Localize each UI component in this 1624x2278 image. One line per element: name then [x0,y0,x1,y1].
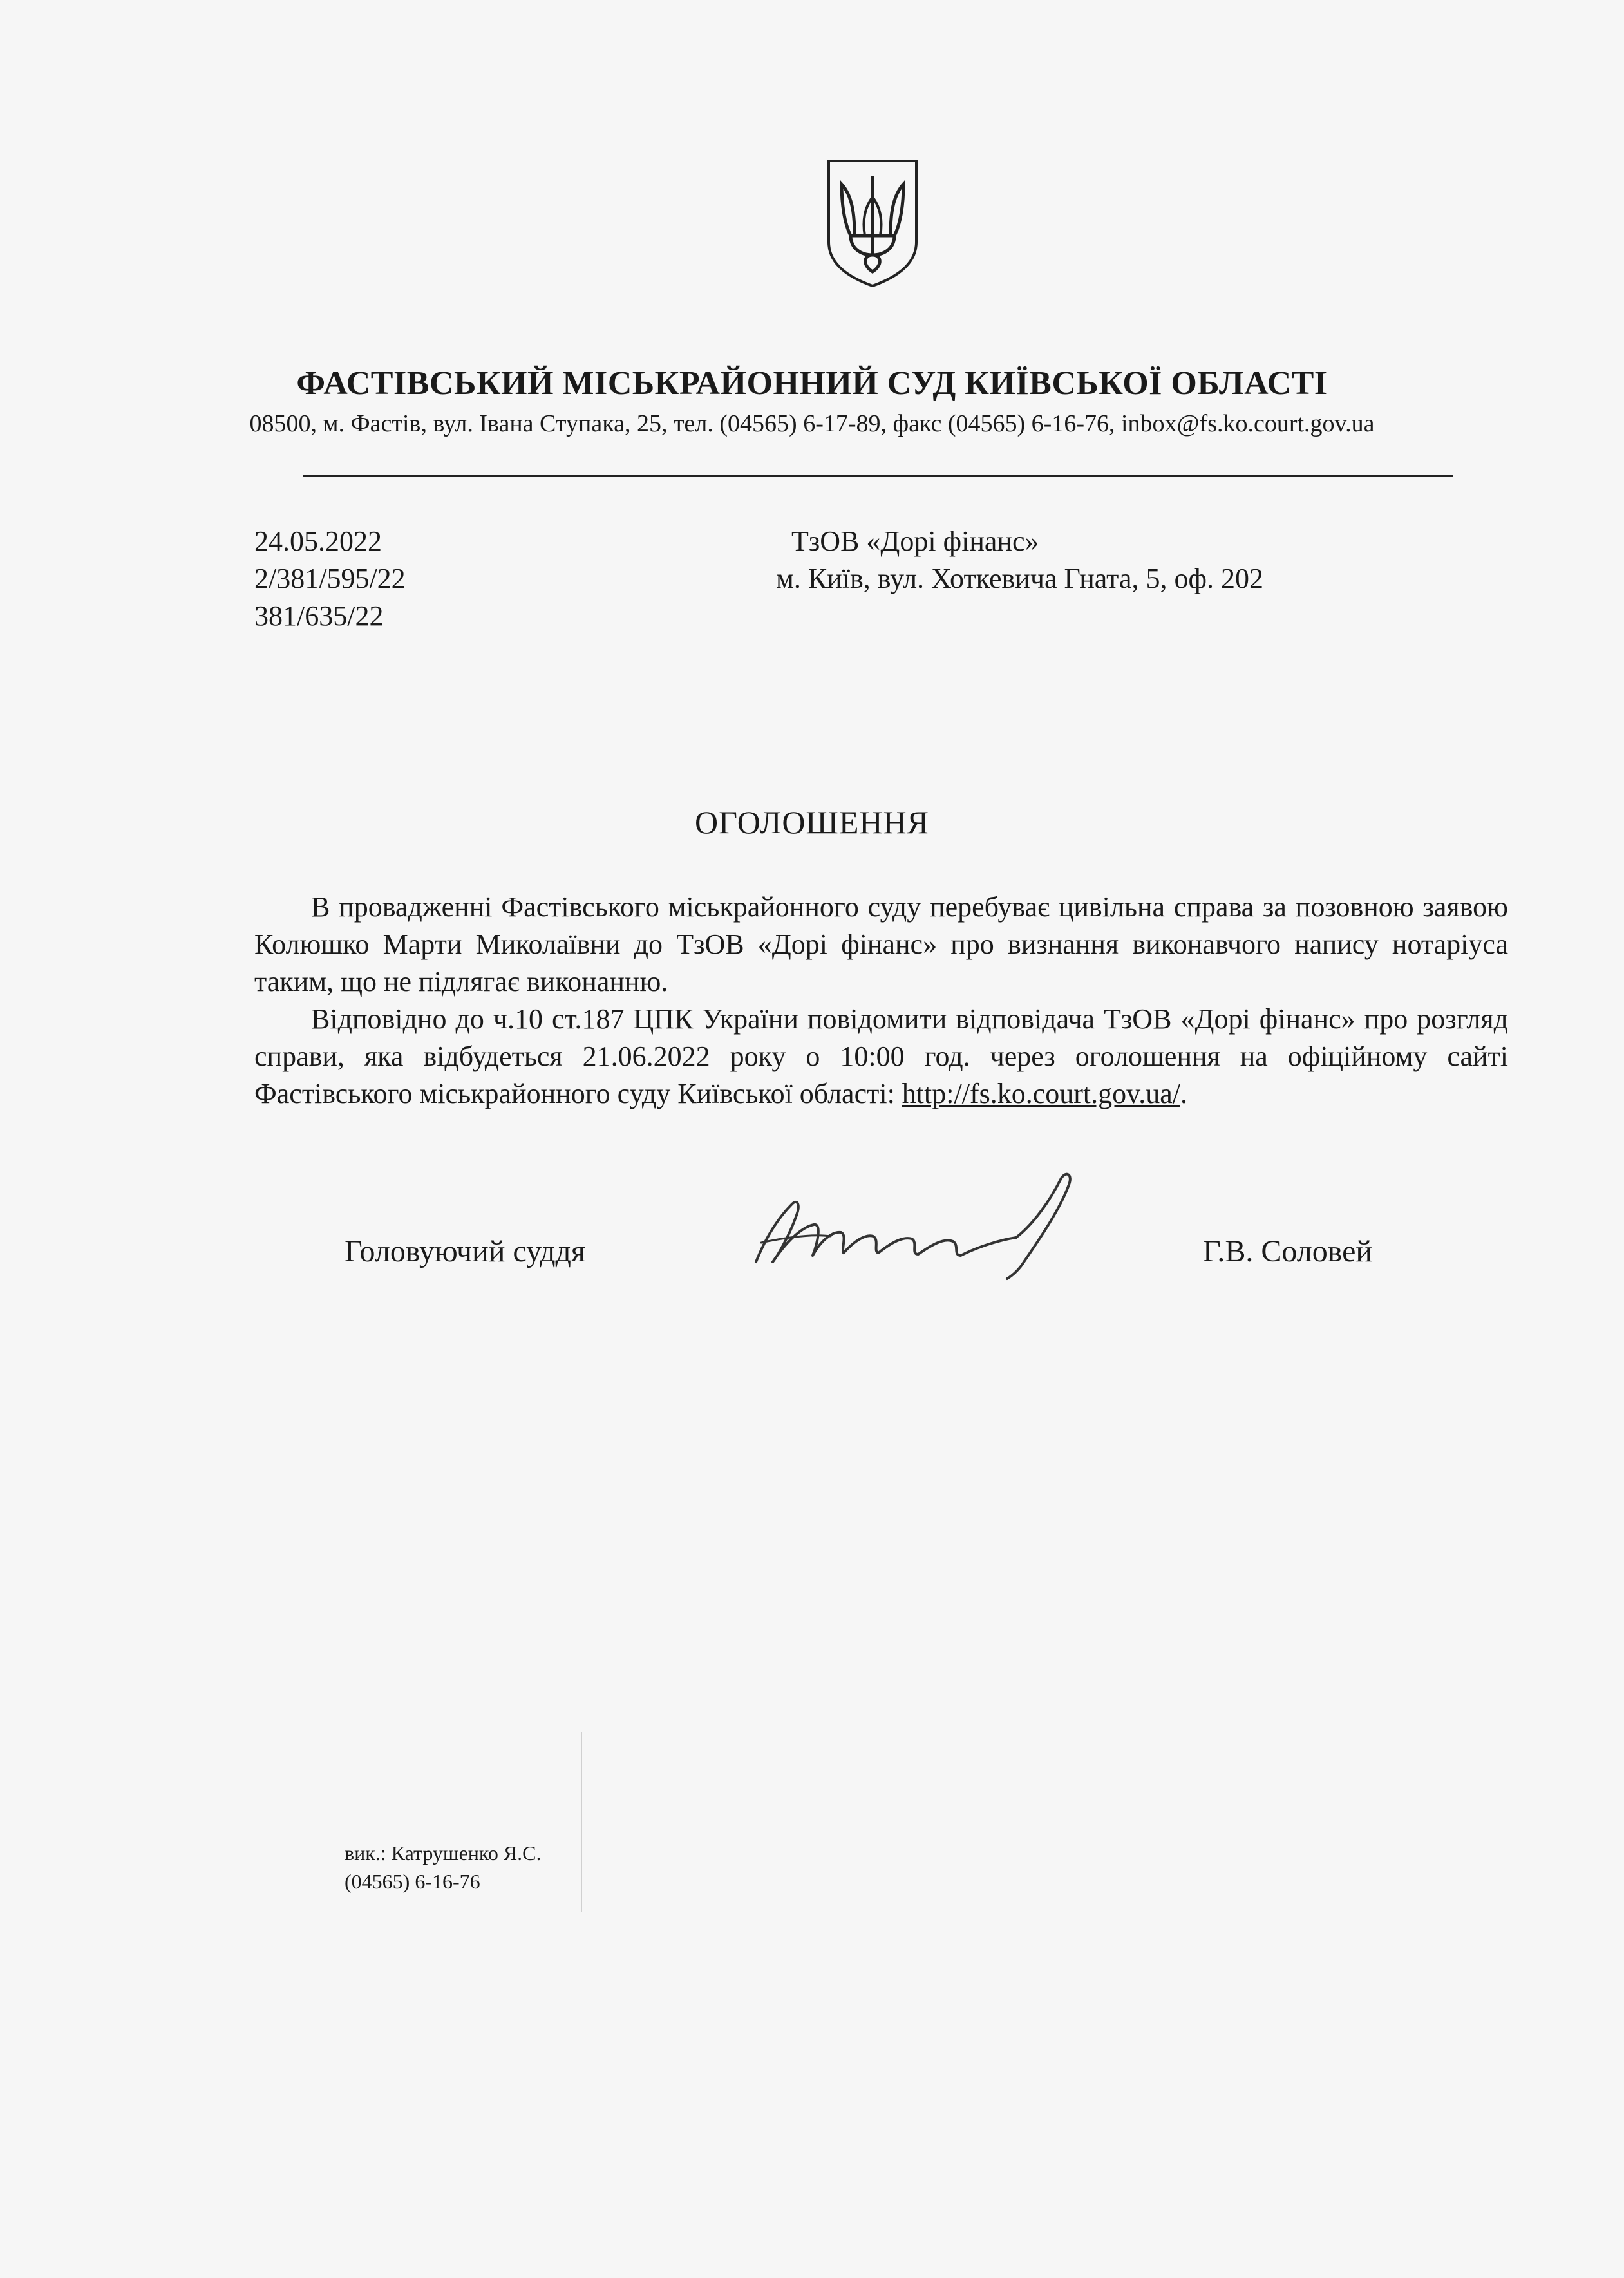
document-meta [254,523,406,635]
header-divider [303,475,1453,477]
body-paragraph-2-text: Відповідно до ч.10 ст.187 ЦПК України повідомити відповідача ТзОВ «Дорі фінанс» про розгляд справи, яка відбудеться 21.06.2022 року о 10:00 год. через оголошення на офіційному сайті Фастівського міськрайонного суду Київської області: [254,1003,1508,1109]
proceeding-number: 381/635/22 [254,600,384,632]
addressee-name: ТзОВ «Дорі фінанс» [791,525,1039,557]
court-name: ФАСТІВСЬКИЙ МІСЬКРАЙОННИЙ СУД КИЇВСЬКОЇ ОБЛАСТІ [296,365,1328,402]
executor-name: вик.: Катрушенко Я.С. [345,1841,542,1865]
document-title: ОГОЛОШЕННЯ [695,804,929,840]
scan-artifact-line [581,1732,582,1912]
case-number: 2/381/595/22 [254,563,406,594]
trident-coat-of-arms-icon [825,158,920,287]
addressee-address: м. Київ, вул. Хоткевича Гната, 5, оф. 202 [776,563,1263,594]
handwritten-signature [747,1165,1108,1288]
signer-role: Головуючий суддя [345,1234,585,1268]
court-contacts: 08500, м. Фастів, вул. Івана Ступака, 25, тел. (04565) 6-17-89, факс (04565) 6-16-76, inbox@fs.ko.court.gov.ua [249,410,1375,437]
body-paragraph-2 [254,1001,1508,1113]
executor-phone: (04565) 6-16-76 [345,1870,480,1893]
signer-name: Г.В. Соловей [1203,1234,1373,1268]
body-paragraph-2-end: . [1180,1078,1187,1109]
addressee-block [776,523,1263,598]
court-website-link[interactable]: http://fs.ko.court.gov.ua/ [902,1078,1180,1109]
document-body [254,889,1508,1113]
executor-block [345,1839,542,1896]
document-date: 24.05.2022 [254,525,382,557]
body-paragraph-1: В провадженні Фастівського міськрайонного суду перебуває цивільна справа за позовною заявою Колюшко Марти Миколаївни до ТзОВ «Дорі фінанс» про визнання виконавчого напису нотаріуса таким, що не підлягає виконанню. [254,891,1508,997]
